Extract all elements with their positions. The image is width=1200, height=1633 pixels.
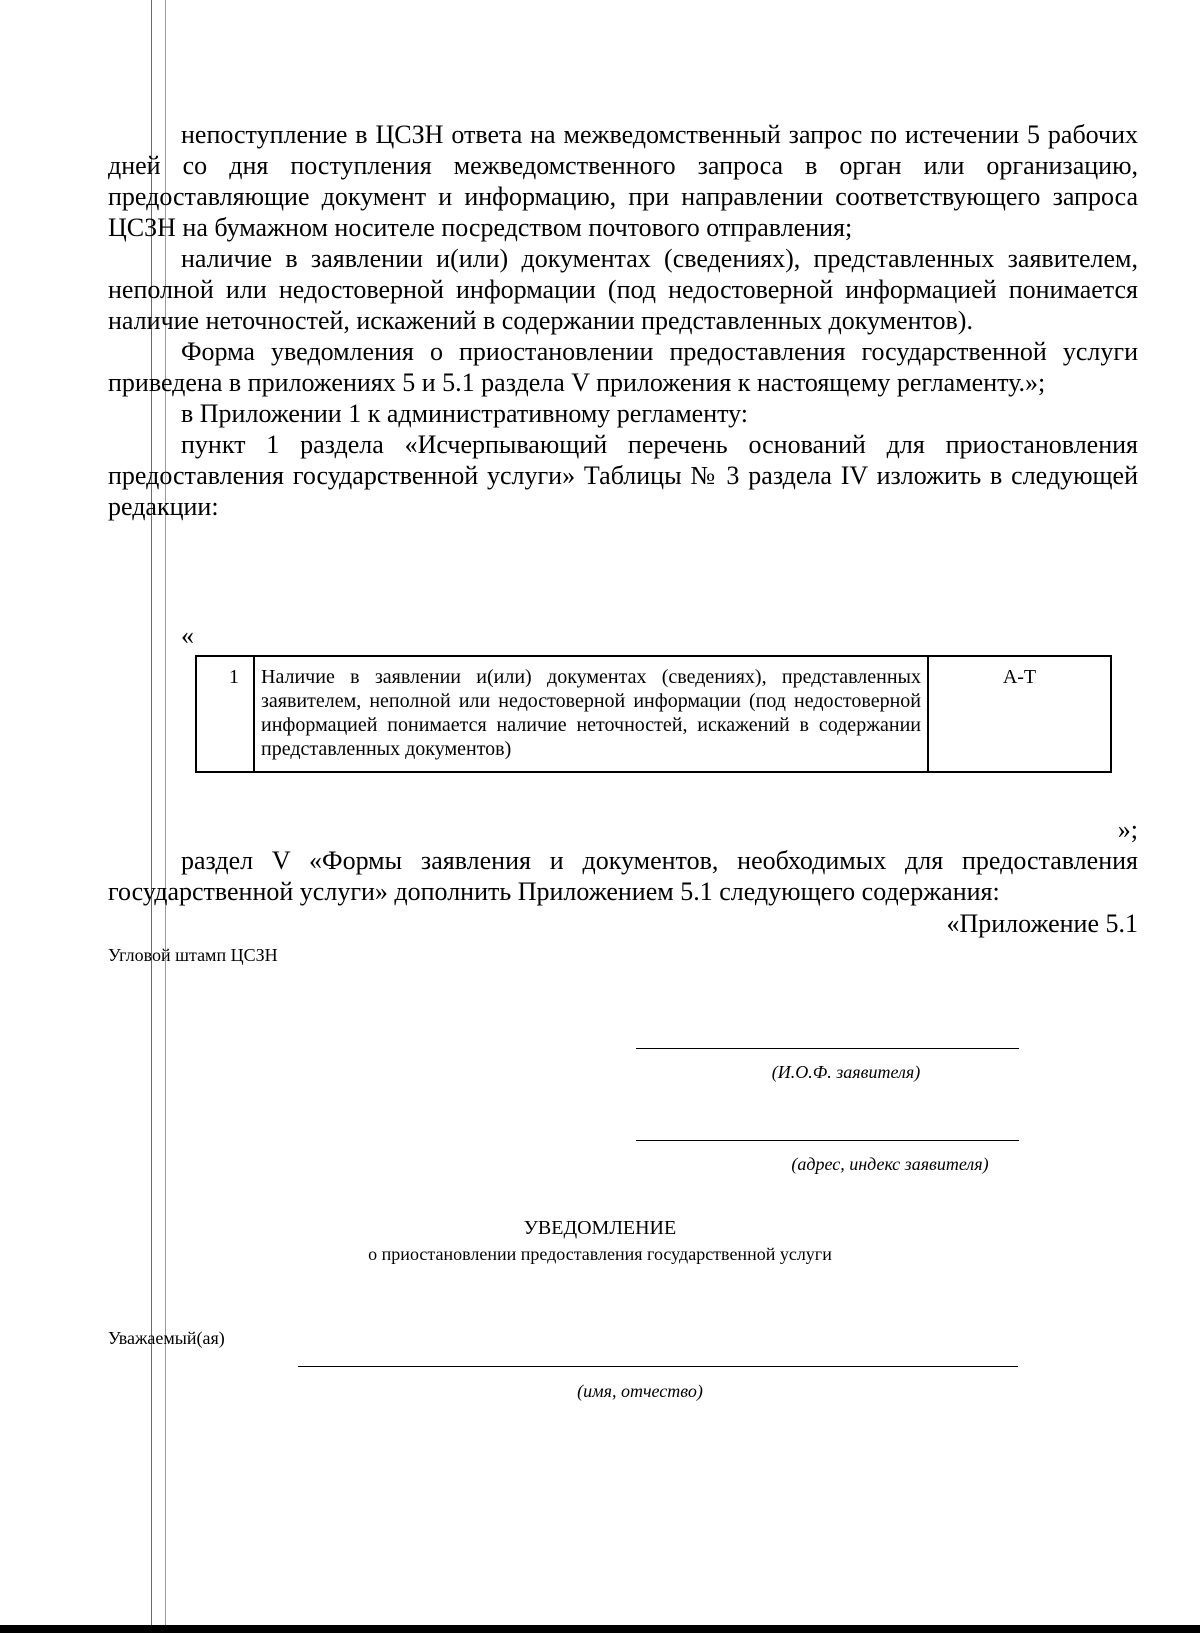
notice-title: УВЕДОМЛЕНИЕ xyxy=(523,1217,677,1239)
table-cell-description: Наличие в заявлении и(или) документах (сведениях), представленных заявителем, неполной или недостоверной информации (под недостоверной информацией понимается наличие неточностей, искажений в содержании представленных документов) xyxy=(254,656,928,772)
paragraph-appendix-1: в Приложении 1 к административному регламенту: xyxy=(181,399,749,428)
applicant-name-line xyxy=(636,1048,1019,1049)
notice-subtitle: о приостановлении предоставления государственной услуги xyxy=(368,1244,832,1264)
greeting: Уважаемый(ая) xyxy=(108,1328,225,1348)
applicant-address-line xyxy=(636,1140,1019,1141)
applicant-name-label: (И.О.Ф. заявителя) xyxy=(771,1062,921,1082)
body-text-block xyxy=(108,119,1138,522)
name-label: (имя, отчество) xyxy=(577,1381,703,1401)
paragraph-incomplete-info: наличие в заявлении и(или) документах (сведениях), представленных заявителем, неполной или недостоверной информации (под недостоверной информацией понимается наличие неточностей, искажений в содержании представленных документов). xyxy=(108,244,1138,335)
scan-bottom-edge xyxy=(0,1625,1200,1633)
quote-close: »; xyxy=(1117,815,1138,844)
paragraph-item-1: пункт 1 раздела «Исчерпывающий перечень оснований для приостановления предоставления государственной услуги» Таблицы № 3 раздела IV изложить в следующей редакции: xyxy=(108,430,1138,521)
table-cell-number: 1 xyxy=(196,656,254,772)
applicant-address-label: (адрес, индекс заявителя) xyxy=(791,1154,989,1174)
grounds-table xyxy=(195,655,1112,773)
table-row xyxy=(196,656,1111,772)
corner-stamp-label: Угловой штамп ЦСЗН xyxy=(108,945,278,965)
section-text-block xyxy=(108,845,1138,907)
appendix-title: «Приложение 5.1 xyxy=(946,909,1138,938)
name-line xyxy=(298,1366,1018,1367)
paragraph-notice-form: Форма уведомления о приостановлении предоставления государственной услуги приведена в приложениях 5 и 5.1 раздела V приложения к настоящему регламенту.»; xyxy=(108,337,1138,397)
quote-open: « xyxy=(181,621,194,650)
paragraph-no-response: непоступление в ЦСЗН ответа на межведомственный запрос по истечении 5 рабочих дней со дня поступления межведомственного запроса в орган или организацию, предоставляющие документ и информацию, при направлении соответствующего запроса ЦСЗН на бумажном носителе посредством почтового отправления; xyxy=(108,120,1138,242)
table-cell-code: А-Т xyxy=(928,656,1111,772)
paragraph-section-v: раздел V «Формы заявления и документов, необходимых для предоставления государственной услуги» дополнить Приложением 5.1 следующего содержания: xyxy=(108,846,1138,906)
